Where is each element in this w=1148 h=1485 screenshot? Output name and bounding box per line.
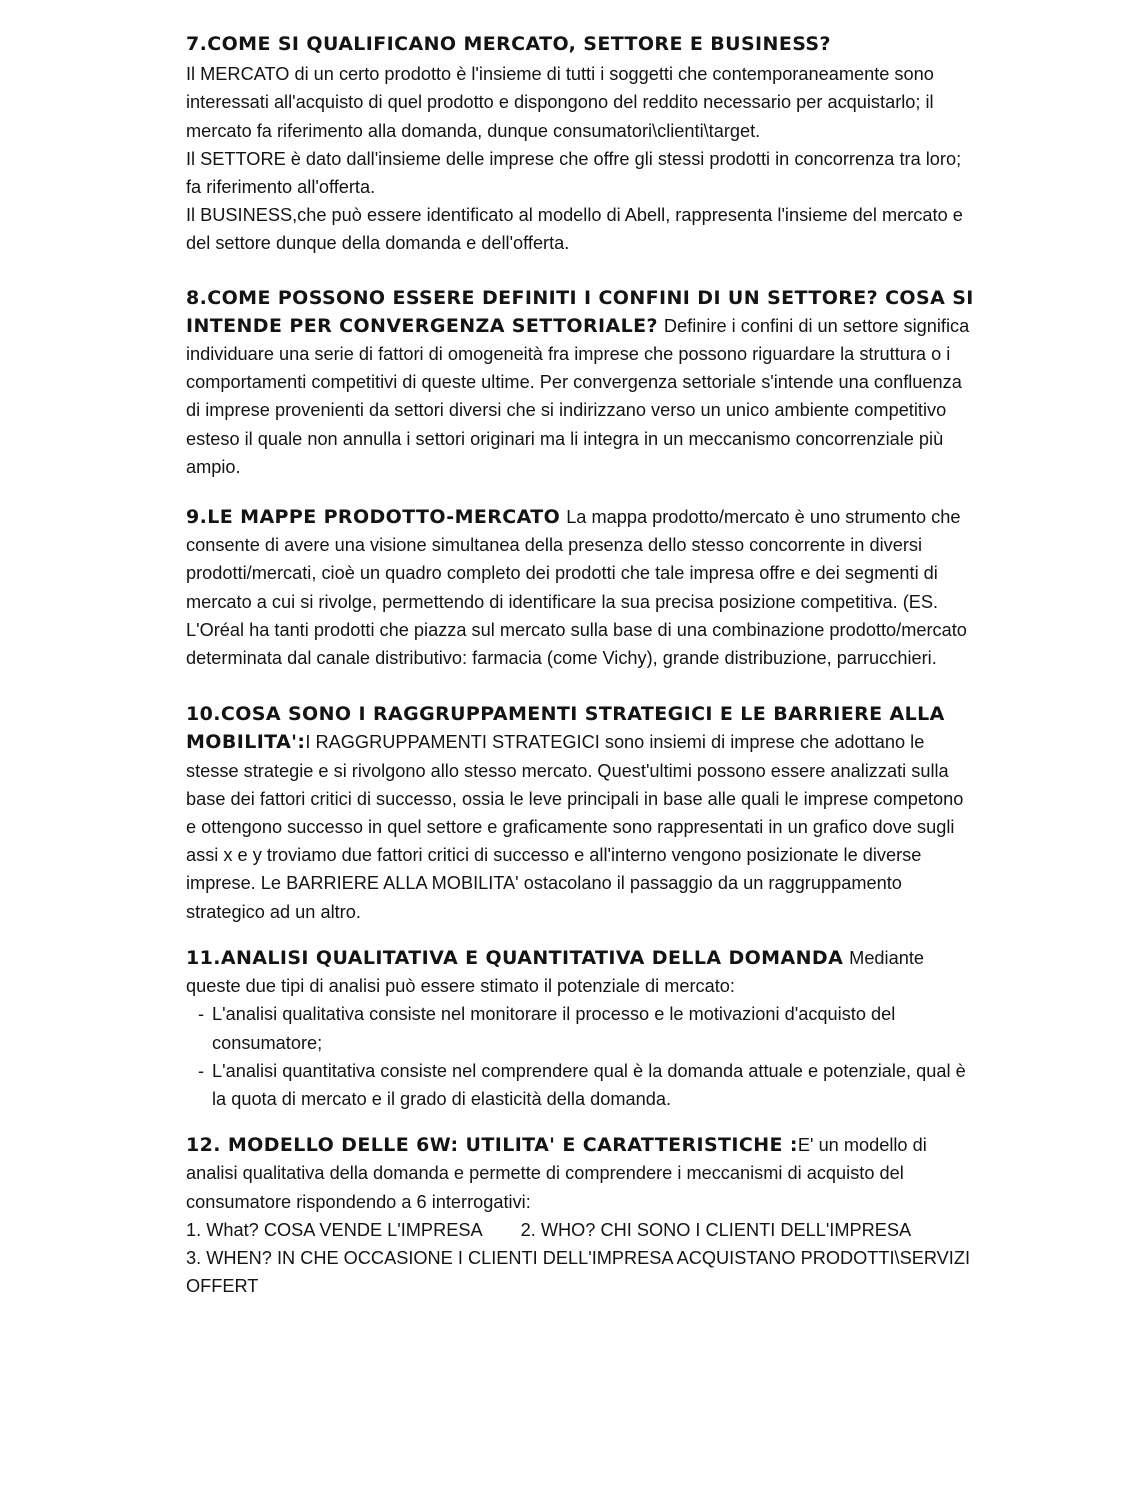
section-body: Mediante queste due tipi di analisi può essere stimato il potenziale di mercato:: [186, 947, 924, 997]
section-body: E' un modello di analisi qualitativa della domanda e permette di comprendere i meccanismi di acquisto del consumatore rispondendo a 6 interrogativi:: [186, 1135, 927, 1212]
section-text: [186, 284, 976, 481]
question-what: 1. What? COSA VENDE L'IMPRESA: [186, 1219, 483, 1240]
paragraph-settore: Il SETTORE è dato dall'insieme delle imprese che offre gli stessi prodotti in concorrenza tra loro; fa riferimento all'offerta.: [186, 148, 962, 198]
section-q12: [186, 1131, 976, 1300]
section-body: Definire i confini di un settore significa individuare una serie di fattori di omogeneità fra imprese che possono riguardare la struttura o i comportamenti competitivi di queste ultime. Per convergenza settoriale s'intende una confluenza di imprese provenienti da settori diversi che si indirizzano verso un unico ambiente competitivo esteso il quale non annulla i settori originari ma li integra in un meccanismo concorrenziale più ampio.: [186, 315, 970, 477]
section-heading: 11.ANALISI QUALITATIVA E QUANTITATIVA DELLA DOMANDA: [186, 946, 844, 969]
list-item: - L'analisi quantitativa consiste nel comprendere qual è la domanda attuale e potenziale, qual è la quota di mercato e il grado di elasticità della domanda.: [198, 1057, 976, 1113]
bullet-list: [186, 1000, 976, 1113]
list-item: - L'analisi qualitativa consiste nel monitorare il processo e le motivazioni d'acquisto del consumatore;: [198, 1000, 976, 1056]
section-heading: 9.LE MAPPE PRODOTTO-MERCATO: [186, 506, 561, 529]
question-when: 3. WHEN? IN CHE OCCASIONE I CLIENTI DELL'IMPRESA ACQUISTANO PRODOTTI\SERVIZI OFFERT: [186, 1247, 970, 1297]
section-q8: [186, 284, 976, 481]
questions-row: [186, 1216, 976, 1244]
section-text: [186, 1131, 976, 1216]
section-text: [186, 503, 976, 672]
document-body: [186, 30, 976, 1318]
question-who: 2. WHO? CHI SONO I CLIENTI DELL'IMPRESA: [520, 1219, 912, 1240]
section-body: I RAGGRUPPAMENTI STRATEGICI sono insiemi di imprese che adottano le stesse strategie e si rivolgono allo stesso mercato. Quest'ultimi possono essere analizzati sulla base dei fattori critici di successo, ossia le leve principali in base alle quali le imprese competono e ottengono successo in quel settore e graficamente sono rappresentati in un grafico dove sugli assi x e y troviamo due fattori critici di successo e all'interno vengono posizionate le diverse imprese. Le BARRIERE ALLA MOBILITA' ostacolano il passaggio da un raggruppamento strategico ad un altro.: [186, 732, 964, 922]
section-text: [186, 944, 976, 1000]
section-q7: [186, 30, 976, 258]
section-q11: [186, 944, 976, 1113]
paragraph-mercato: Il MERCATO di un certo prodotto è l'insieme di tutti i soggetti che contemporaneamente sono interessati all'acquisto di quel prodotto e dispongono del reddito necessario per acquistarlo; il mercato fa riferimento alla domanda, dunque consumatori\clienti\target.: [186, 64, 934, 141]
section-text: [186, 700, 976, 926]
section-heading: 10.COSA SONO I RAGGRUPPAMENTI STRATEGICI E LE BARRIERE ALLA MOBILITA':: [186, 703, 945, 754]
section-heading: 12. MODELLO DELLE 6W: UTILITA' E CARATTERISTICHE :: [186, 1134, 798, 1157]
section-body: La mappa prodotto/mercato è uno strumento che consente di avere una visione simultanea della presenza dello stesso concorrente in diversi prodotti/mercati, cioè un quadro completo dei prodotti che tale impresa offre e dei segmenti di mercato a cui si rivolge, permettendo di identificare la sua precisa posizione competitiva. (ES. L'Oréal ha tanti prodotti che piazza sul mercato sulla base di una combinazione prodotto/mercato determinata dal canale distributivo: farmacia (come Vichy), grande distribuzione, parrucchieri.: [186, 507, 967, 669]
paragraph-business: Il BUSINESS,che può essere identificato al modello di Abell, rappresenta l'insieme del mercato e del settore dunque della domanda e dell'offerta.: [186, 205, 963, 254]
section-q9: [186, 503, 976, 672]
section-heading: 8.COME POSSONO ESSERE DEFINITI I CONFINI DI UN SETTORE? COSA SI INTENDE PER CONVERGENZA SETTORIALE?: [186, 286, 974, 337]
section-q10: [186, 700, 976, 926]
section-heading: 7.COME SI QUALIFICANO MERCATO, SETTORE E BUSINESS?: [186, 33, 831, 55]
